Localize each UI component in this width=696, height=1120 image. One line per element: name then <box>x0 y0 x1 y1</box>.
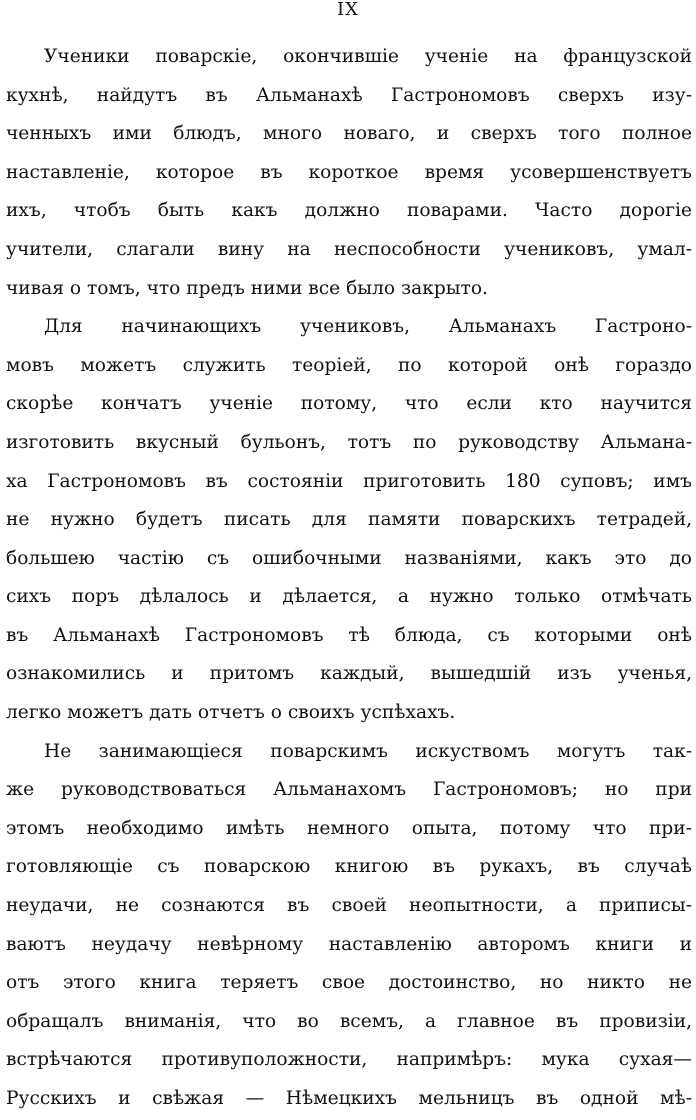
text-line: скорѣе кончатъ ученіе потому, что если кто научится <box>6 393 692 414</box>
text-line: учители, слагали вину на неспособности учениковъ, умал- <box>6 239 692 260</box>
text-line: большею частію съ ошибочными названіями, какъ это до <box>6 548 692 569</box>
text-line: неудачи, не сознаются въ своей неопытности, а приписы- <box>6 895 692 916</box>
text-line: не нужно будетъ писать для памяти поварскихъ тетрадей, <box>6 509 692 530</box>
text-line: сихъ поръ дѣлалось и дѣлается, а нужно только отмѣчать <box>6 586 692 607</box>
text-line: готовляющіе съ поварскою книгою въ рукахъ, въ случаѣ <box>6 856 692 877</box>
text-line: кухнѣ, найдутъ въ Альманахѣ Гастрономовъ сверхъ изу- <box>6 85 692 106</box>
text-line: Для начинающихъ учениковъ, Альманахъ Гастроно- <box>44 316 692 337</box>
text-line: чивая о томъ, что предъ ними все было закрыто. <box>6 278 488 299</box>
text-line: встрѣчаются противуположности, напримѣръ: мука сухая— <box>6 1049 692 1070</box>
text-line: легко можетъ дать отчетъ о своихъ успѣхахъ. <box>6 702 456 723</box>
text-line: этомъ необходимо имѣть немного опыта, потому что при- <box>6 818 692 839</box>
text-line: отъ этого книга теряетъ свое достоинство, но никто не <box>6 972 692 993</box>
text-line: наставленіе, которое въ короткое время усовершенствуетъ <box>6 162 692 183</box>
text-line: Не занимающіеся поварскимъ искуствомъ могутъ так- <box>44 741 692 762</box>
text-line: Русскихъ и свѣжая — Нѣмецкихъ мельницъ въ одной мѣ- <box>6 1088 692 1109</box>
page-number: IX <box>337 0 359 20</box>
text-line: въ Альманахѣ Гастрономовъ тѣ блюда, съ которыми онѣ <box>6 625 692 646</box>
text-line: изготовить вкусный бульонъ, тотъ по руководству Альмана- <box>6 432 692 453</box>
text-line: ченныхъ ими блюдъ, много новаго, и сверхъ того полное <box>6 123 692 144</box>
text-line: мовъ можетъ служить теоріей, по которой онѣ гораздо <box>6 355 692 376</box>
text-line: Ученики поварскіе, окончившіе ученіе на французской <box>44 46 692 67</box>
text-line: ваютъ неудачу невѣрному наставленію авторомъ книги и <box>6 934 692 955</box>
text-line: ха Гастрономовъ въ состояніи приготовить 180 суповъ; имъ <box>6 471 692 492</box>
text-line: же руководствоваться Альманахомъ Гастрономовъ; но при <box>6 779 692 800</box>
text-line: ихъ, чтобъ быть какъ должно поварами. Часто дорогіе <box>6 200 692 221</box>
text-line: ознакомились и притомъ каждый, вышедшій изъ ученья, <box>6 663 692 684</box>
text-line: обращалъ вниманія, что во всемъ, а главное въ провизіи, <box>6 1011 692 1032</box>
